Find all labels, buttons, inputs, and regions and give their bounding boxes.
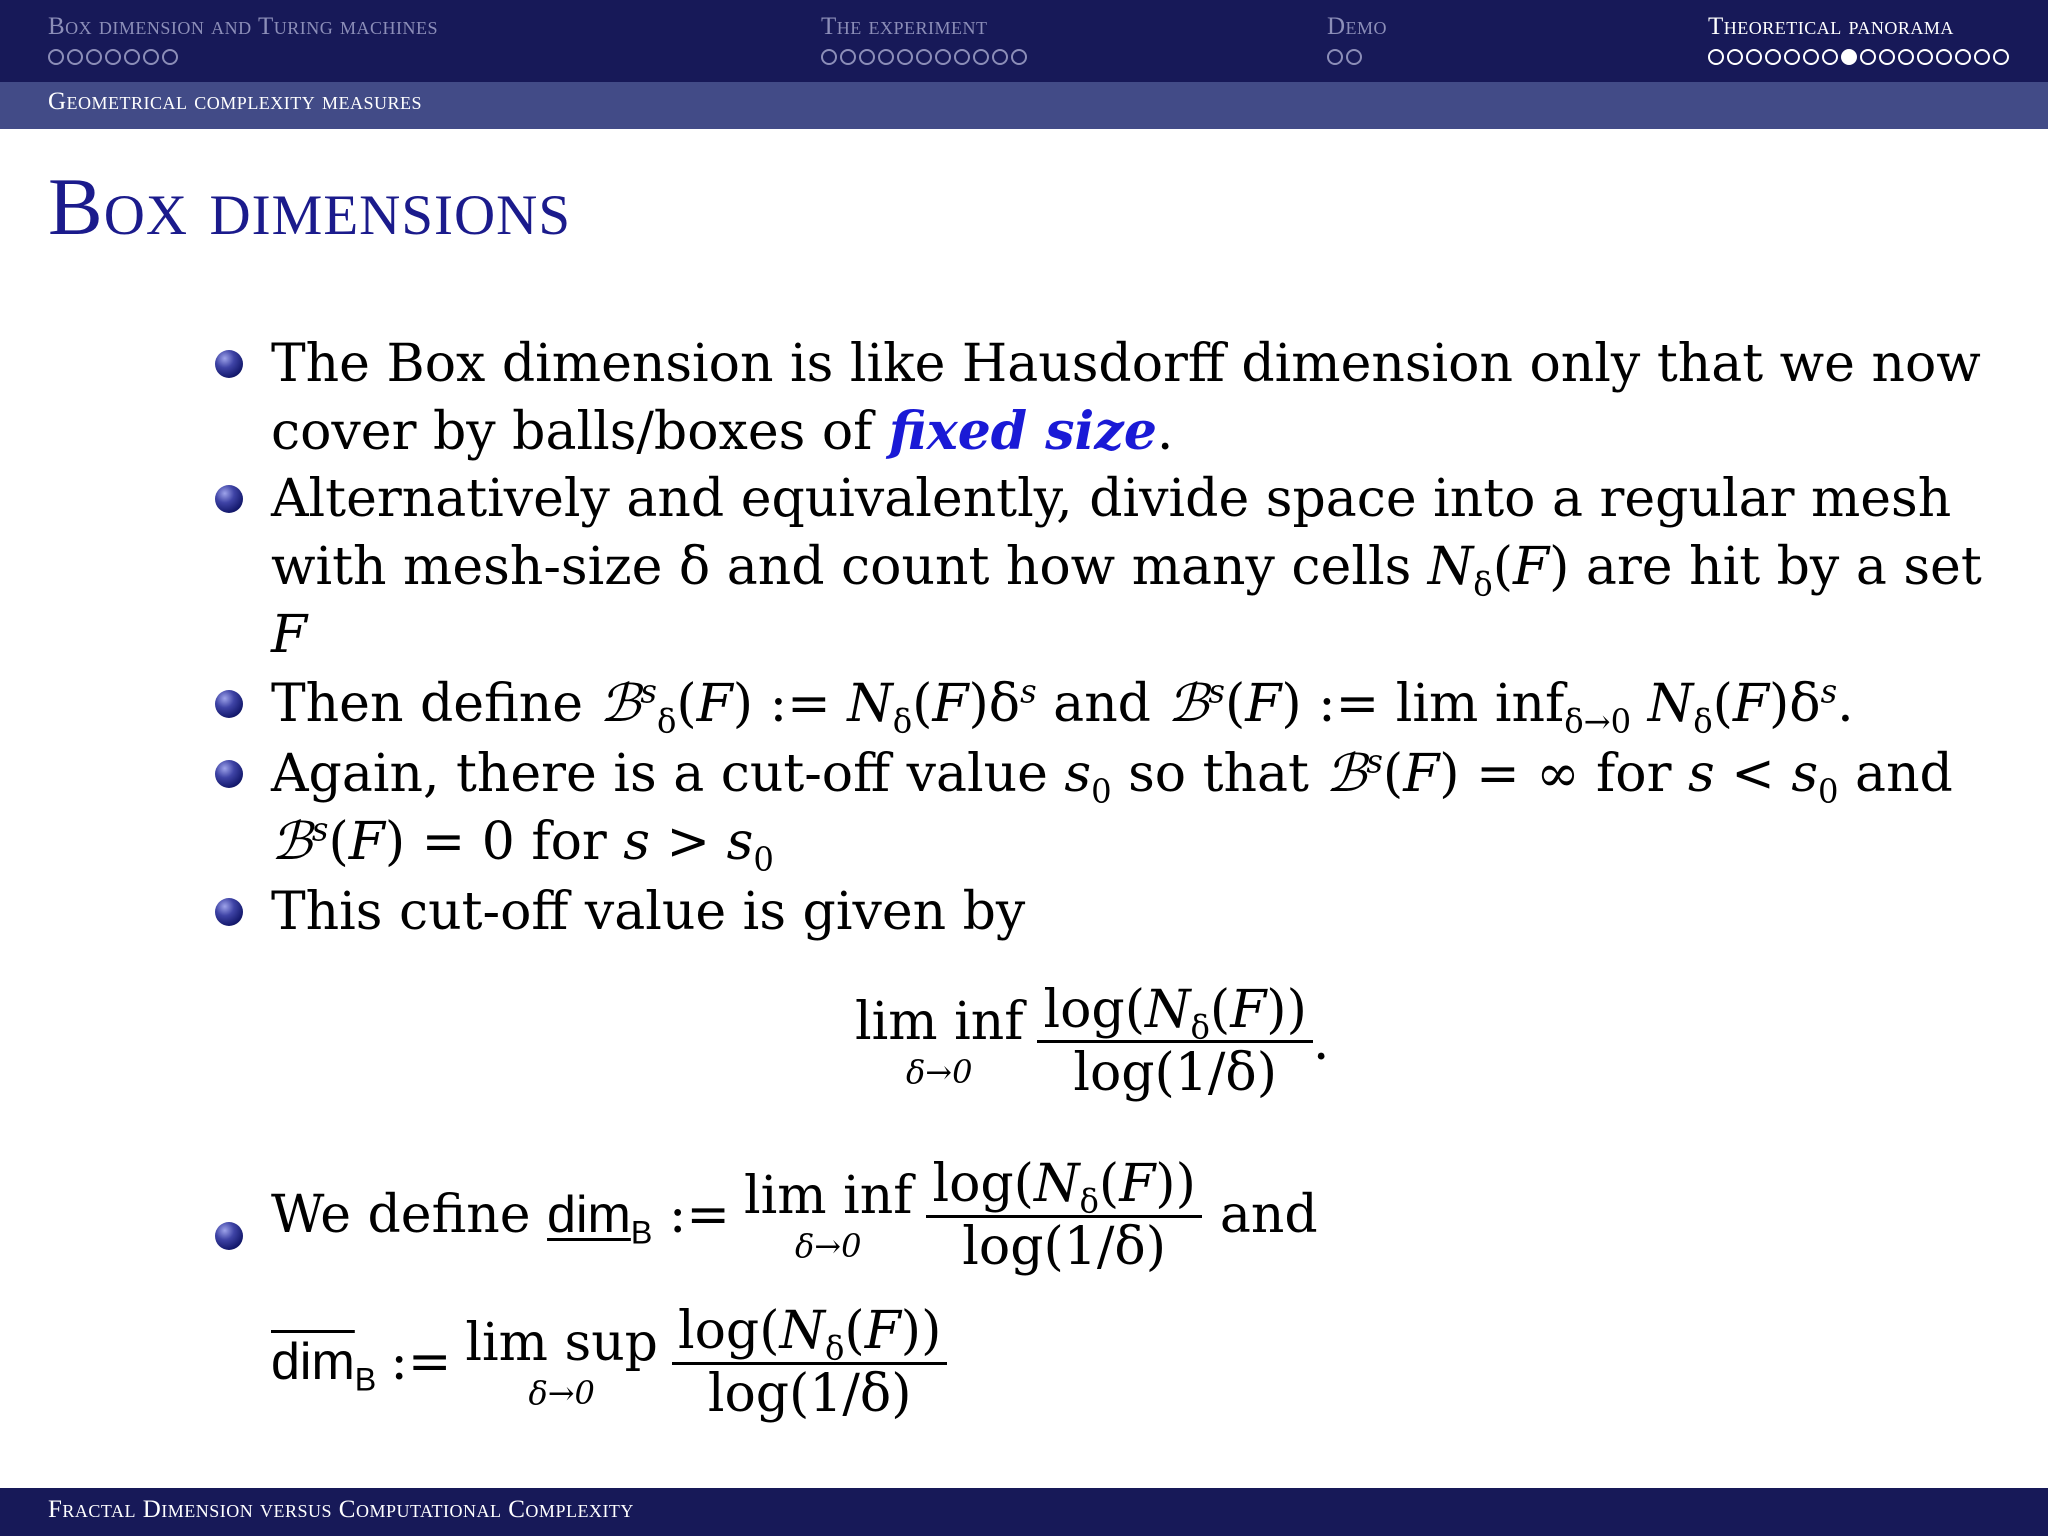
bullet-text: Alternatively and equivalently, divide space into a regular mesh with mesh-size δ and count how many cells $N_\delta(F)$ are hit by a set F [271, 469, 1982, 665]
nav-frame-dot[interactable] [1936, 49, 1952, 65]
nav-frame-dot[interactable] [162, 49, 178, 65]
nav-frame-dot[interactable] [821, 49, 837, 65]
nav-frame-dot[interactable] [1860, 49, 1876, 65]
fraction: $\frac{\log(N_\delta(F))}{\log(1/\delta)}$ [672, 1302, 947, 1425]
nav-frame-dot[interactable] [1993, 49, 2009, 65]
upper-box-dimension-equation: $\overline{dim}_B$ := lim sup δ→0 $\frac{\log(N_\delta(F))}{\log(1/\delta)}$ [271, 1302, 947, 1425]
nav-frame-dot[interactable] [1708, 49, 1724, 65]
nav-frame-dot[interactable] [1346, 49, 1362, 65]
nav-frame-dot[interactable] [954, 49, 970, 65]
nav-section-4[interactable] [1708, 10, 2009, 65]
subsection-bar [0, 82, 2048, 129]
nav-frame-dot[interactable] [1746, 49, 1762, 65]
bullet-text: Again, there is a cut-off value $s_0$ so that ℬ$^s$(F) = ∞ for $s < s_0$ and ℬ$^s$(F) = 0 for $s > s_0$ [271, 742, 1953, 879]
bullet-text: This cut-off value is given by [271, 882, 1026, 942]
nav-section-dots [48, 49, 438, 65]
bullet-icon [215, 690, 243, 718]
limit-operator: lim sup δ→0 [465, 1313, 658, 1413]
display-equation: lim inf δ→0 $\frac{\log(N_\delta(F))}{\log(1/\delta)}$ . [855, 980, 1330, 1103]
limit-operator: lim inf δ→0 [855, 991, 1024, 1091]
bullet-text: The Box dimension is like Hausdorff dimension only that we now cover by balls/boxes of fixed size. [271, 334, 1981, 462]
nav-frame-dot[interactable] [840, 49, 856, 65]
nav-section-3[interactable] [1327, 10, 1387, 65]
bullet-icon [215, 1222, 243, 1250]
nav-frame-dot[interactable] [1727, 49, 1743, 65]
nav-frame-dot[interactable] [878, 49, 894, 65]
nav-frame-dot[interactable] [1841, 49, 1857, 65]
nav-frame-dot[interactable] [897, 49, 913, 65]
nav-frame-dot[interactable] [1917, 49, 1933, 65]
nav-frame-dot[interactable] [1974, 49, 1990, 65]
footer-bar [0, 1488, 2048, 1536]
nav-frame-dot[interactable] [1898, 49, 1914, 65]
nav-frame-dot[interactable] [48, 49, 64, 65]
nav-frame-dot[interactable] [1011, 49, 1027, 65]
nav-frame-dot[interactable] [1879, 49, 1895, 65]
nav-frame-dot[interactable] [67, 49, 83, 65]
nav-frame-dot[interactable] [935, 49, 951, 65]
nav-frame-dot[interactable] [859, 49, 875, 65]
nav-section-2[interactable] [821, 10, 1027, 65]
bullet-icon [215, 350, 243, 378]
nav-frame-dot[interactable] [992, 49, 1008, 65]
nav-frame-dot[interactable] [1803, 49, 1819, 65]
nav-section-dots [1327, 49, 1387, 65]
nav-frame-dot[interactable] [1955, 49, 1971, 65]
emphasis-text: fixed size [888, 401, 1157, 462]
nav-frame-dot[interactable] [1784, 49, 1800, 65]
nav-frame-dot[interactable] [86, 49, 102, 65]
nav-frame-dot[interactable] [1765, 49, 1781, 65]
bullet-icon [215, 485, 243, 513]
bullet-text: Then define ℬ$^s_\delta$(F) := $N_\delta(F)\delta^s$ and ℬ$^s$(F) := lim inf$_{\delta\to 0}$ $N_\delta(F)\delta^s$. [271, 672, 1854, 741]
frame-title: Box dimensions [48, 161, 572, 252]
nav-section-dots [1708, 49, 2009, 65]
bullet-text: We define dim$_B$ := lim inf δ→0 $\frac{\log(N_\delta(F))}{\log(1/\delta)}$ and [271, 1154, 1318, 1277]
nav-frame-dot[interactable] [916, 49, 932, 65]
fraction: $\frac{\log(N_\delta(F))}{\log(1/\delta)}$ [1037, 980, 1312, 1103]
nav-section-title[interactable]: Theoretical panorama [1708, 13, 1954, 40]
limit-operator: lim inf δ→0 [743, 1166, 913, 1266]
footer-title: Fractal Dimension versus Computational Complexity [48, 1496, 634, 1523]
nav-frame-dot[interactable] [143, 49, 159, 65]
subsection-title[interactable]: Geometrical complexity measures [48, 88, 423, 115]
nav-section-dots [821, 49, 1027, 65]
bullet-icon [215, 898, 243, 926]
fraction: $\frac{\log(N_\delta(F))}{\log(1/\delta)}$ [926, 1155, 1201, 1278]
nav-frame-dot[interactable] [124, 49, 140, 65]
nav-section-title[interactable]: Box dimension and Turing machines [48, 13, 438, 40]
nav-section-title[interactable]: The experiment [821, 13, 988, 40]
section-navigation-bar [0, 0, 2048, 82]
bullet-icon [215, 760, 243, 788]
nav-frame-dot[interactable] [973, 49, 989, 65]
nav-frame-dot[interactable] [1327, 49, 1343, 65]
nav-section-1[interactable] [48, 10, 438, 65]
nav-frame-dot[interactable] [1822, 49, 1838, 65]
nav-section-title[interactable]: Demo [1327, 13, 1388, 40]
nav-frame-dot[interactable] [105, 49, 121, 65]
